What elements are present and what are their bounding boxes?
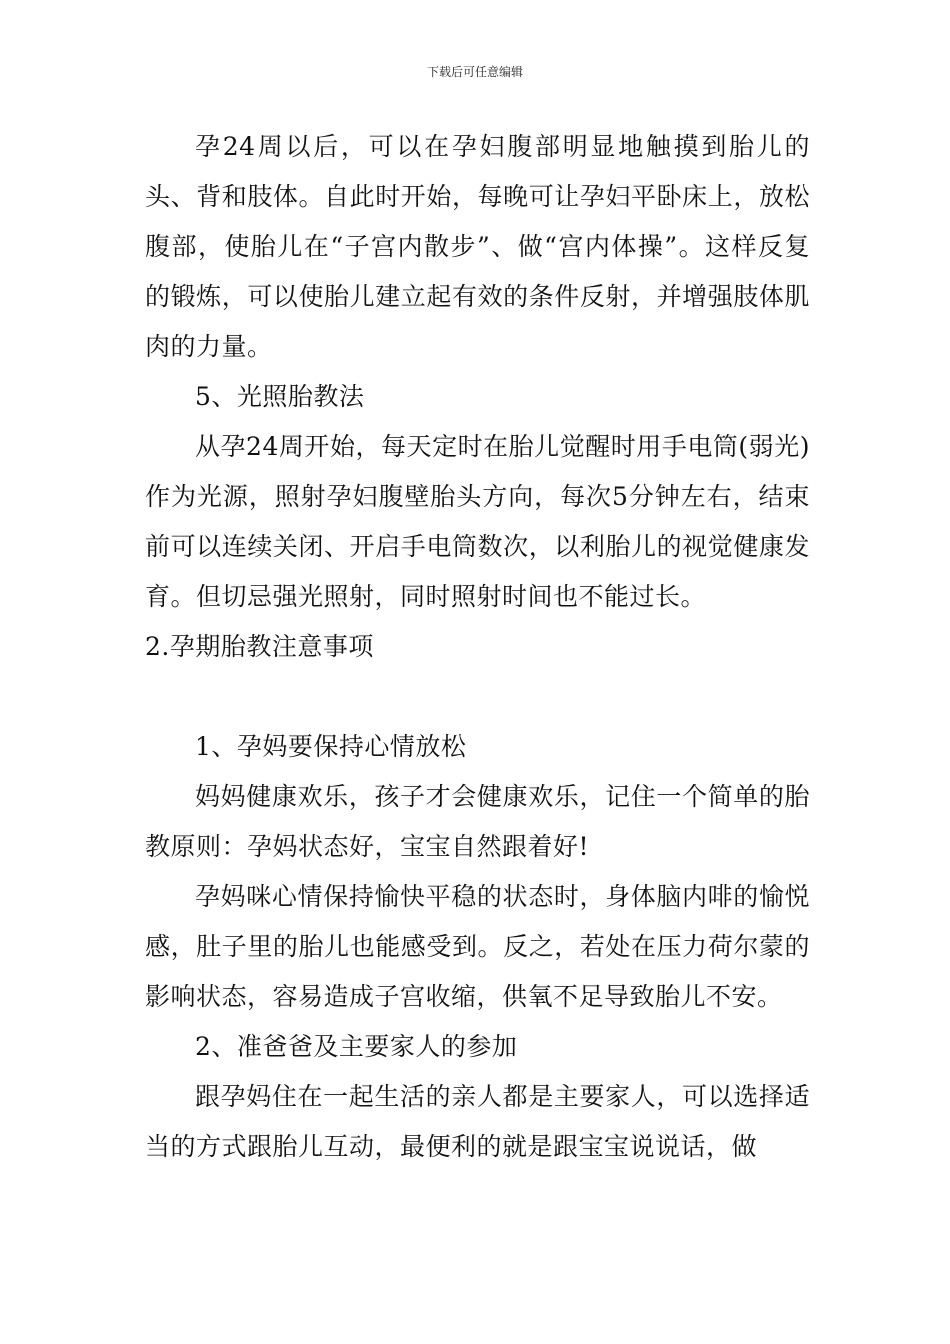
section-heading-light-education: 5、光照胎教法 — [195, 382, 365, 411]
subheading-relax: 1、孕妈要保持心情放松 — [195, 732, 467, 761]
blank-line — [145, 672, 810, 722]
subheading-family: 2、准爸爸及主要家人的参加 — [195, 1032, 518, 1061]
paragraph-happy-mother: 妈妈健康欢乐，孩子才会健康欢乐，记住一个简单的胎教原则：孕妈状态好，宝宝自然跟着好! — [145, 782, 810, 861]
document-body — [145, 122, 810, 1172]
paragraph-family: 跟孕妈住在一起生活的亲人都是主要家人，可以选择适当的方式跟胎儿互动，最便利的就是跟宝宝说说话，做 — [145, 1082, 810, 1161]
paragraph-mood: 孕妈咪心情保持愉快平稳的状态时，身体脑内啡的愉悦感，肚子里的胎儿也能感受到。反之，若处在压力荷尔蒙的影响状态，容易造成子宫收缩，供氧不足导致胎儿不安。 — [145, 882, 810, 1011]
section-heading-precautions: 2.孕期胎教注意事项 — [145, 632, 374, 661]
page-header: 下载后可任意编辑 — [426, 65, 523, 79]
paragraph-light-education: 从孕24周开始，每天定时在胎儿觉醒时用手电筒(弱光)作为光源，照射孕妇腹壁胎头方向，每次5分钟左右，结束前可以连续关闭、开启手电筒数次，以利胎儿的视觉健康发育。但切忌强光照射，同时照射时间也不能过长。 — [145, 432, 810, 611]
paragraph-fetal-movement: 孕24周以后，可以在孕妇腹部明显地触摸到胎儿的头、背和肢体。自此时开始，每晚可让孕妇平卧床上，放松腹部，使胎儿在“子宫内散步”、做“宫内体操”。这样反复的锻炼，可以使胎儿建立起有效的条件反射，并增强肢体肌肉的力量。 — [145, 132, 810, 361]
